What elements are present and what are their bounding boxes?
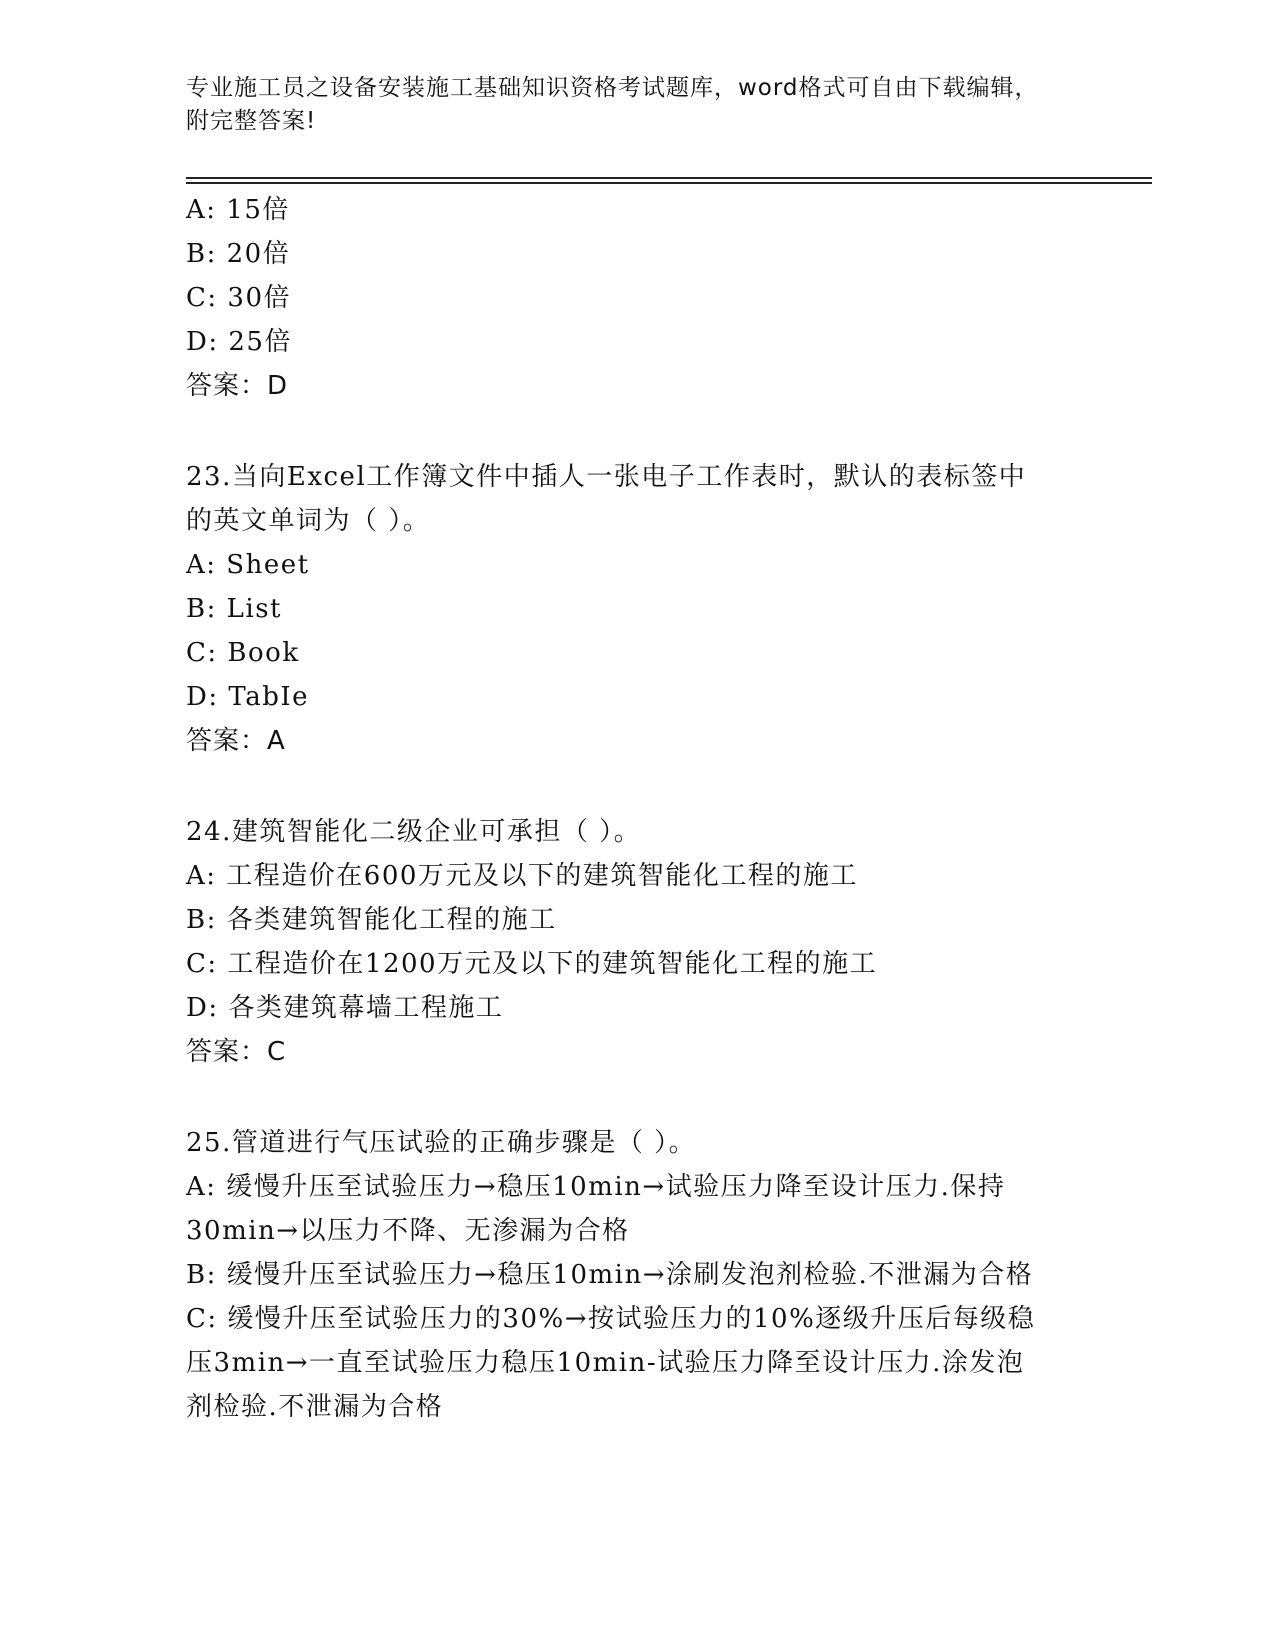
question-24	[186, 810, 1086, 1074]
header-divider-top	[186, 177, 1152, 179]
header-line-2: 附完整答案!	[186, 108, 317, 134]
question-text-line-1: 23.当向Excel工作簿文件中插人一张电子工作表时，默认的表标签中	[186, 462, 1027, 492]
option-b: B: 各类建筑智能化工程的施工	[186, 905, 557, 935]
option-a: A: Sheet	[186, 550, 310, 580]
answer: 答案：C	[186, 1037, 287, 1067]
option-c-line-3: 剂检验.不泄漏为合格	[186, 1392, 444, 1422]
option-d: D: 25倍	[186, 327, 292, 357]
option-a: A: 15倍	[186, 195, 290, 225]
option-c: C: 工程造价在1200万元及以下的建筑智能化工程的施工	[186, 949, 878, 979]
option-b: B: 20倍	[186, 239, 291, 269]
option-b: B: 缓慢升压至试验压力→稳压10min→涂刷发泡剂检验.不泄漏为合格	[186, 1260, 1034, 1290]
spacer	[186, 763, 1086, 810]
option-b: B: List	[186, 594, 283, 624]
question-text: 24.建筑智能化二级企业可承担（ ）。	[186, 817, 642, 847]
document-header	[186, 72, 1066, 138]
answer: 答案：A	[186, 726, 286, 756]
option-a-line-1: A: 缓慢升压至试验压力→稳压10min→试验压力降至设计压力.保持	[186, 1172, 1006, 1202]
spacer	[186, 408, 1086, 455]
question-25	[186, 1121, 1086, 1429]
header-divider-bottom	[186, 182, 1152, 184]
option-a: A: 工程造价在600万元及以下的建筑智能化工程的施工	[186, 861, 858, 891]
option-c-line-2: 压3min→一直至试验压力稳压10min-试验压力降至设计压力.涂发泡	[186, 1348, 1025, 1378]
question-text-line-2: 的英文单词为（ ）。	[186, 506, 431, 536]
answer: 答案：D	[186, 371, 289, 401]
option-a-line-2: 30min→以压力不降、无渗漏为合格	[186, 1216, 630, 1246]
option-d: D: 各类建筑幕墙工程施工	[186, 993, 504, 1023]
question-text: 25.管道进行气压试验的正确步骤是（ ）。	[186, 1128, 697, 1158]
question-content	[186, 188, 1086, 1429]
header-line-1: 专业施工员之设备安装施工基础知识资格考试题库，word格式可自由下载编辑，	[186, 75, 1039, 101]
option-c: C: 30倍	[186, 283, 292, 313]
option-c-line-1: C: 缓慢升压至试验压力的30%→按试验压力的10%逐级升压后每级稳	[186, 1304, 1036, 1334]
spacer	[186, 1074, 1086, 1121]
question-22	[186, 188, 1086, 408]
option-c: C: Book	[186, 638, 300, 668]
question-23	[186, 455, 1086, 763]
option-d: D: TabIe	[186, 682, 309, 712]
